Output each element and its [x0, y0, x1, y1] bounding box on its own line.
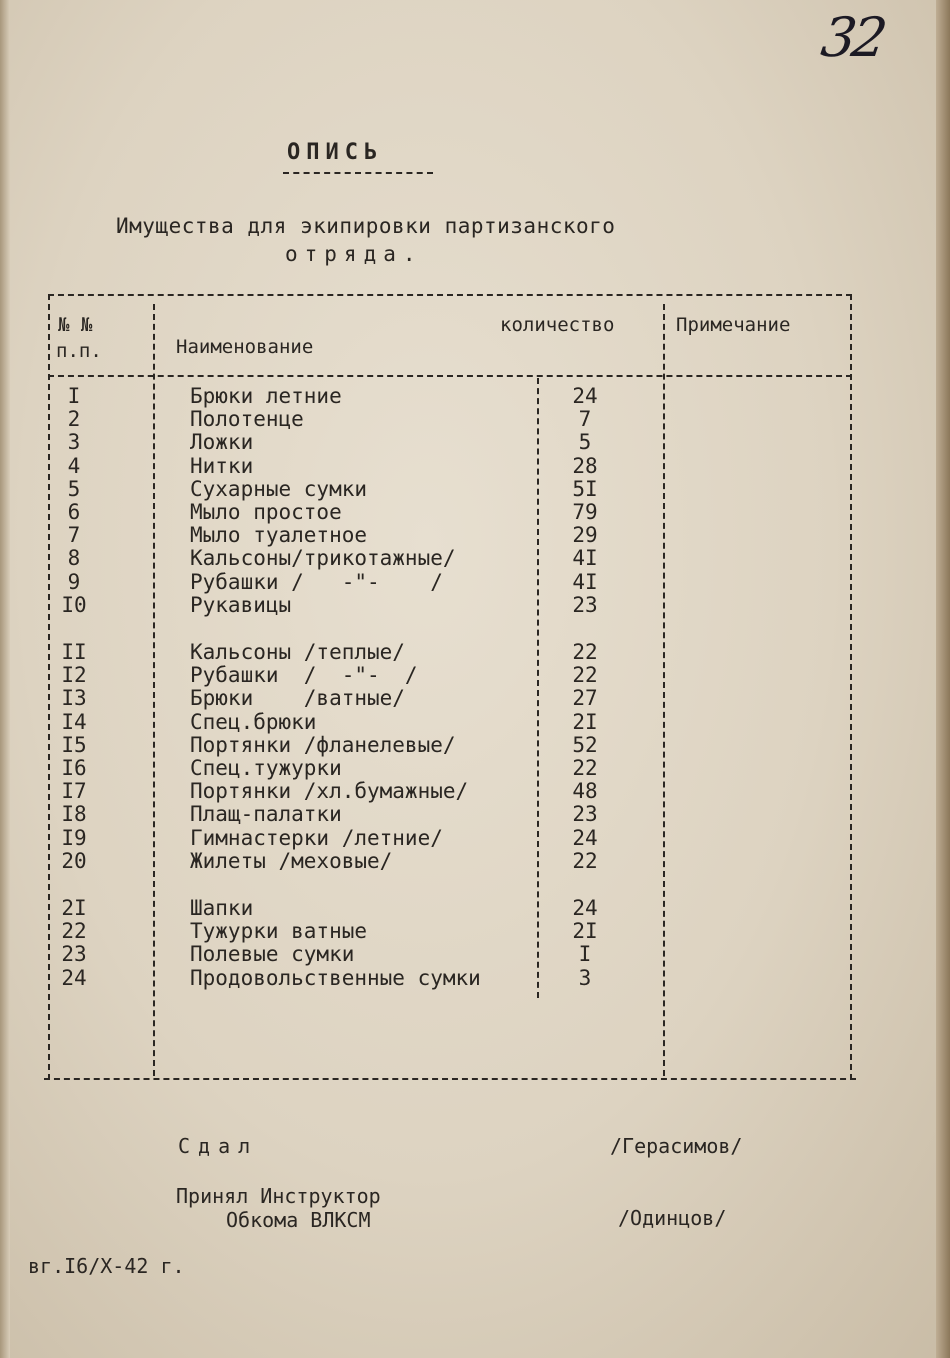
row-number: 4: [67, 453, 81, 478]
handed-name: /Герасимов/: [610, 1134, 743, 1158]
row-item-name: Ложки: [190, 430, 254, 455]
row-item-name: Сухарные сумки: [190, 476, 368, 501]
header-qty: количество: [500, 314, 615, 336]
row-item-name: Мыло туалетное: [190, 523, 368, 548]
row-quantity: 23: [572, 592, 598, 617]
row-item-name: Продовольственные сумки: [190, 965, 481, 990]
row-quantity: 24: [572, 896, 598, 920]
subtitle-line-2: отряда.: [285, 242, 423, 266]
table-left-border: [48, 294, 50, 1080]
row-number: I5: [61, 732, 87, 757]
row-quantity: 48: [572, 779, 598, 804]
row-number: I9: [61, 825, 87, 850]
header-name: Наименование: [176, 336, 314, 358]
table-right-border: [850, 294, 852, 1080]
header-note: Примечание: [676, 314, 791, 336]
row-item-name: Брюки /ватные/: [190, 686, 405, 711]
row-number: 3: [67, 430, 81, 455]
row-number: 6: [67, 500, 81, 524]
row-quantity: 5I: [572, 476, 598, 501]
row-item-name: Брюки летние: [190, 384, 342, 408]
document-title: ОПИСЬ: [287, 140, 384, 165]
row-quantity: 28: [572, 453, 598, 478]
received-name: /Одинцов/: [618, 1206, 727, 1230]
row-quantity: 27: [572, 686, 598, 711]
row-item-name: Нитки: [190, 453, 254, 478]
row-quantity: 22: [572, 663, 598, 688]
document-date: вг.I6/X-42 г.: [28, 1254, 185, 1278]
row-item-name: Тужурки ватные: [190, 919, 368, 944]
table-bottom-border: [44, 1078, 856, 1080]
row-quantity: 7: [578, 407, 592, 432]
row-item-name: Рубашки / -"- /: [190, 663, 418, 688]
row-quantity: 5: [578, 430, 592, 455]
row-number: 2: [67, 407, 81, 432]
row-item-name: Мыло простое: [190, 500, 342, 524]
row-item-name: Рубашки / -"- /: [190, 569, 443, 594]
row-number: 2I: [61, 896, 87, 920]
page-edge-right: [936, 0, 950, 1358]
row-number: I8: [61, 802, 87, 827]
row-quantity: 2I: [572, 919, 598, 944]
row-number: II: [61, 640, 87, 664]
row-item-name: Полевые сумки: [190, 942, 355, 967]
row-item-name: Спец.тужурки: [190, 756, 342, 780]
title-underline: [283, 172, 433, 174]
row-quantity: I: [578, 942, 592, 967]
row-quantity: 3: [578, 965, 592, 990]
handwritten-page-number: 32: [817, 6, 888, 69]
row-number: I4: [61, 709, 87, 734]
row-number: 22: [61, 919, 87, 944]
row-quantity: 22: [572, 848, 598, 873]
row-number: 8: [67, 546, 81, 571]
subtitle-line-1: Имущества для экипировки партизанского: [116, 214, 616, 238]
row-item-name: Портянки /хл.бумажные/: [190, 779, 469, 804]
row-number: 23: [61, 942, 87, 967]
row-quantity: 22: [572, 756, 598, 780]
row-number: 24: [61, 965, 87, 990]
row-item-name: Гимнастерки /летние/: [190, 825, 443, 850]
row-number: I7: [61, 779, 87, 804]
name-qty-divider: [537, 378, 539, 998]
num-column-divider: [153, 304, 155, 1076]
row-quantity: 24: [572, 384, 598, 408]
page-edge-left: [0, 0, 10, 1358]
row-number: I: [67, 384, 81, 408]
table-header-divider: [48, 375, 852, 377]
row-quantity: 2I: [572, 709, 598, 734]
row-number: 5: [67, 476, 81, 501]
row-item-name: Кальсоны/трикотажные/: [190, 546, 456, 571]
row-quantity: 4I: [572, 546, 598, 571]
row-item-name: Полотенце: [190, 407, 304, 432]
row-item-name: Рукавицы: [190, 592, 292, 617]
row-number: 7: [67, 523, 81, 548]
table-top-border: [48, 294, 852, 296]
row-number: I0: [61, 592, 87, 617]
row-item-name: Спец.брюки: [190, 709, 317, 734]
row-number: I2: [61, 663, 87, 688]
received-line-1: Принял Инструктор: [176, 1184, 381, 1208]
row-item-name: Жилеты /меховые/: [190, 848, 393, 873]
row-quantity: 52: [572, 732, 598, 757]
row-quantity: 4I: [572, 569, 598, 594]
header-num-line2: п.п.: [56, 340, 102, 362]
row-item-name: Плащ-палатки: [190, 802, 342, 827]
row-quantity: 79: [572, 500, 598, 524]
header-num-line1: № №: [58, 314, 93, 336]
row-item-name: Кальсоны /теплые/: [190, 640, 405, 664]
row-quantity: 23: [572, 802, 598, 827]
row-quantity: 29: [572, 523, 598, 548]
row-item-name: Шапки: [190, 896, 254, 920]
received-line-2: Обкома ВЛКСМ: [226, 1208, 371, 1232]
row-number: I6: [61, 756, 87, 780]
handed-label: Сдал: [178, 1134, 259, 1158]
row-number: I3: [61, 686, 87, 711]
note-column-divider: [663, 304, 665, 1076]
row-item-name: Портянки /фланелевые/: [190, 732, 456, 757]
row-number: 20: [61, 848, 87, 873]
row-quantity: 24: [572, 825, 598, 850]
row-number: 9: [67, 569, 81, 594]
row-quantity: 22: [572, 640, 598, 664]
